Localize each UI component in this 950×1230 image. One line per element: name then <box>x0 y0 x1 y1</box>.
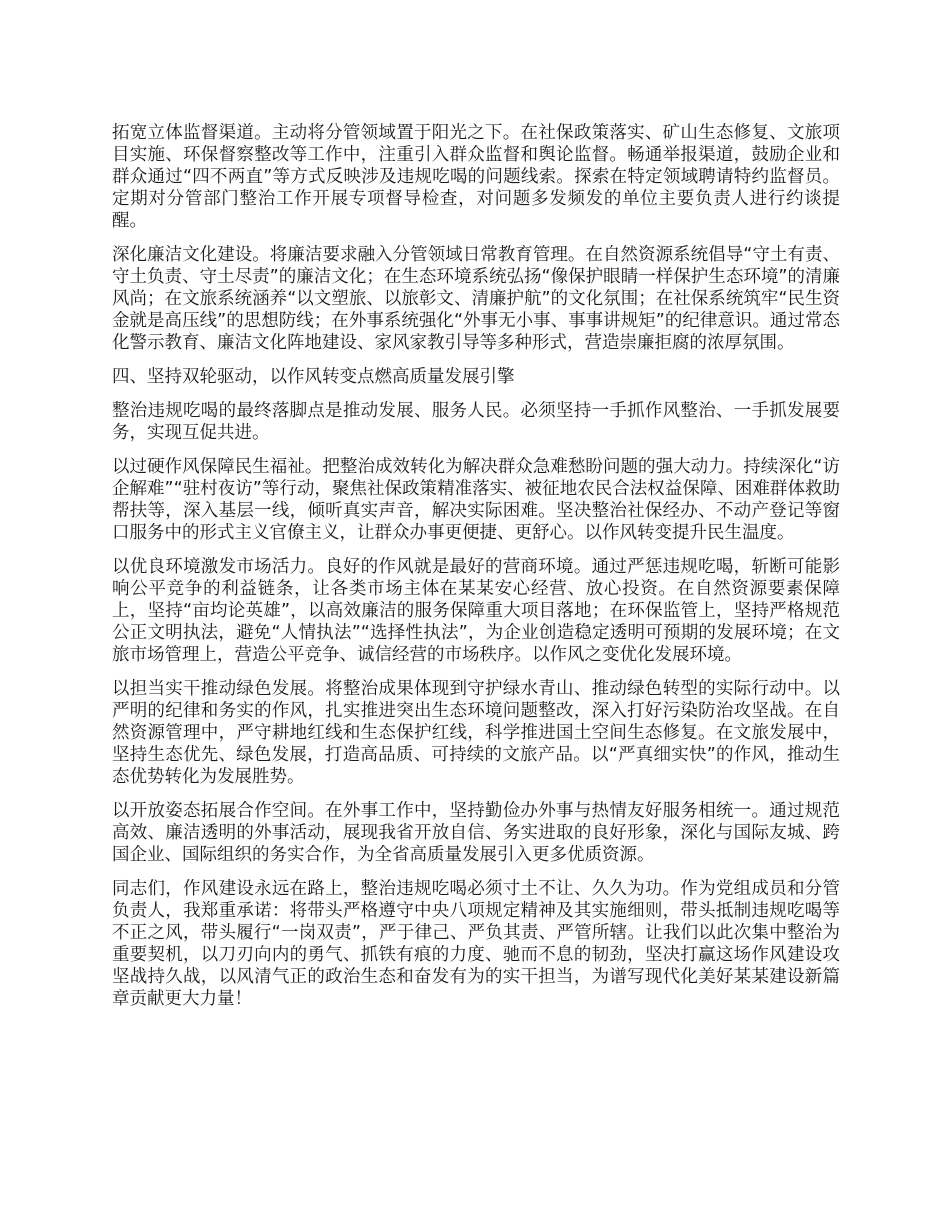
document-body <box>112 122 840 1022</box>
paragraph-supervision: 拓宽立体监督渠道。主动将分管领域置于阳光之下。在社保政策落实、矿山生态修复、文旅项目实施、环保督察整改等工作中，注重引入群众监督和舆论监督。畅通举报渠道，鼓励企业和群众通过“四不两直”等方式反映涉及违规吃喝的问题线索。探索在特定领域聘请特约监督员。定期对分管部门整治工作开展专项督导检查，对问题多发频发的单位主要负责人进行约谈提醒。 <box>112 123 840 231</box>
paragraph-market-vitality: 以优良环境激发市场活力。良好的作风就是最好的营商环境。通过严惩违规吃喝，斩断可能影响公平竞争的利益链条，让各类市场主体在某某安心经营、放心投资。在自然资源要素保障上，坚持“亩均论英雄”，以高效廉洁的服务保障重大项目落地；在环保监管上，坚持严格规范公正文明执法，避免“人情执法”“选择性执法”，为企业创造稳定透明可预期的发展环境；在文旅市场管理上，营造公平竞争、诚信经营的市场秩序。以作风之变优化发展环境。 <box>112 557 840 665</box>
section-heading-four: 四、坚持双轮驱动，以作风转变点燃高质量发展引擎 <box>112 367 515 387</box>
paragraph-integrity-culture: 深化廉洁文化建设。将廉洁要求融入分管领域日常教育管理。在自然资源系统倡导“守土有责、守土负责、守土尽责”的廉洁文化；在生态环境系统弘扬“像保护眼睛一样保护生态环境”的清廉风尚；在文旅系统涵养“以文塑旅、以旅彰文、清廉护航”的文化氛围；在社保系统筑牢“民生资金就是高压线”的思想防线；在外事系统强化“外事无小事、事事讲规矩”的纪律意识。通过常态化警示教育、廉洁文化阵地建设、家风家教引导等多种形式，营造崇廉拒腐的浓厚氛围。 <box>112 245 840 353</box>
paragraph-closing: 同志们，作风建设永远在路上，整治违规吃喝必须寸土不让、久久为功。作为党组成员和分管负责人，我郑重承诺：将带头严格遵守中央八项规定精神及其实施细则，带头抵制违规吃喝等不正之风，带头履行“一岗双责”，严于律己、严负其责、严管所辖。让我们以此次集中整治为重要契机，以刀刃向内的勇气、抓铁有痕的力度、驰而不息的韧劲，坚决打赢这场作风建设攻坚战持久战，以风清气正的政治生态和奋发有为的实干担当，为谱写现代化美好某某建设新篇章贡献更大力量！ <box>112 879 840 1009</box>
paragraph-green-development: 以担当实干推动绿色发展。将整治成果体现到守护绿水青山、推动绿色转型的实际行动中。以严明的纪律和务实的作风，扎实推进突出生态环境问题整改，深入打好污染防治攻坚战。在自然资源管理中，严守耕地红线和生态保护红线，科学推进国土空间生态修复。在文旅发展中，坚持生态优先、绿色发展，打造高品质、可持续的文旅产品。以“严真细实快”的作风，推动生态优势转化为发展胜势。 <box>112 679 840 787</box>
paragraph-intro-development: 整治违规吃喝的最终落脚点是推动发展、服务人民。必须坚持一手抓作风整治、一手抓发展要务，实现互促共进。 <box>112 401 840 443</box>
paragraph-opening-up: 以开放姿态拓展合作空间。在外事工作中，坚持勤俭办外事与热情友好服务相统一。通过规范高效、廉洁透明的外事活动，展现我省开放自信、务实进取的良好形象，深化与国际友城、跨国企业、国际组织的务实合作，为全省高质量发展引入更多优质资源。 <box>112 801 840 865</box>
paragraph-livelihood: 以过硬作风保障民生福祉。把整治成效转化为解决群众急难愁盼问题的强大动力。持续深化“访企解难”“驻村夜访”等行动，聚焦社保政策精准落实、被征地农民合法权益保障、困难群体救助帮扶等，深入基层一线，倾听真实声音，解决实际困难。坚决整治社保经办、不动产登记等窗口服务中的形式主义官僚主义，让群众办事更便捷、更舒心。以作风转变提升民生温度。 <box>112 457 840 543</box>
